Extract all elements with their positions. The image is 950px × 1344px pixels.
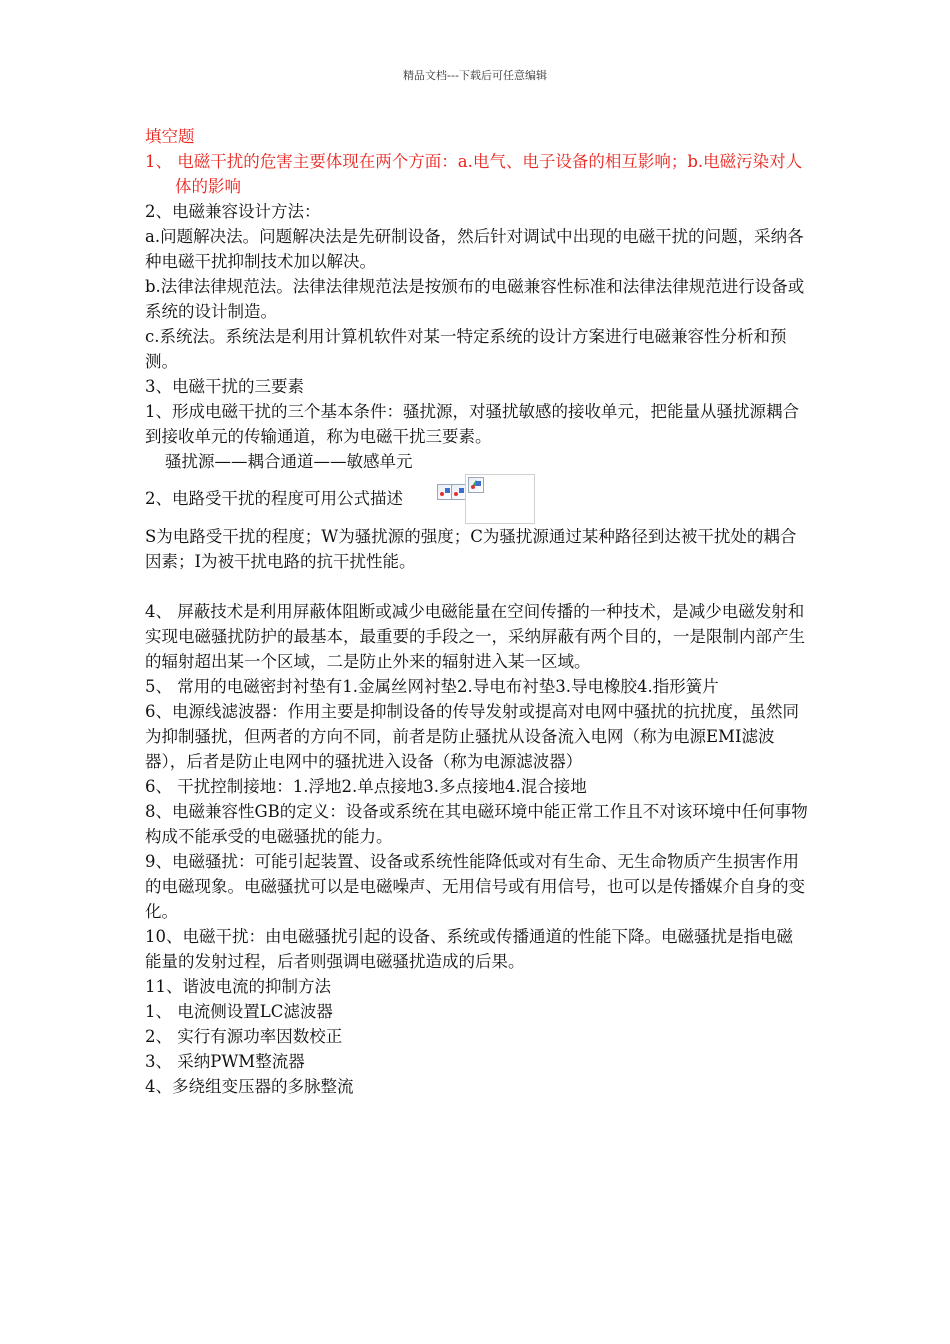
item-6: 6、电源线滤波器：作用主要是抑制设备的传导发射或提高对电网中骚扰的抗扰度，虽然同为抑制骚扰，但两者的方向不同，前者是防止骚扰从设备流入电网（称为电源EMI滤波器），后者是防止电网中的骚扰进入设备（称为电源滤波器） — [145, 702, 799, 771]
item-3-desc: S为电路受干扰的程度；W为骚扰源的强度；C为骚扰源通过某种路径到达被干扰处的耦合因素；I为被干扰电路的抗干扰性能。 — [145, 527, 797, 571]
item-11-1: 1、 电流侧设置LC滤波器 — [145, 1002, 333, 1021]
formula-frame — [465, 474, 535, 524]
spacer — [145, 574, 809, 599]
document-body — [145, 124, 809, 1099]
item-1: 1、 电磁干扰的危害主要体现在两个方面：a.电气、电子设备的相互影响；b.电磁污染对人体的影响 — [145, 152, 803, 196]
section-title: 填空题 — [145, 127, 195, 146]
item-8: 8、电磁兼容性GB的定义：设备或系统在其电磁环境中能正常工作且不对该环境中任何事物构成不能承受的电磁骚扰的能力。 — [145, 802, 808, 846]
item-11-4: 4、多绕组变压器的多脉整流 — [145, 1077, 354, 1096]
item-10: 10、电磁干扰：由电磁骚扰引起的设备、系统或传播通道的性能下降。电磁骚扰是指电磁能量的发射过程，后者则强调电磁骚扰造成的后果。 — [145, 927, 793, 971]
item-6b: 6、 干扰控制接地：1.浮地2.单点接地3.多点接地4.混合接地 — [145, 777, 587, 796]
item-5: 5、 常用的电磁密封衬垫有1.金属丝网衬垫2.导电布衬垫3.导电橡胶4.指形簧片 — [145, 677, 719, 696]
item-2: 2、电磁兼容设计方法： — [145, 202, 321, 221]
item-2a: a.问题解决法。问题解决法是先研制设备，然后针对调试中出现的电磁干扰的问题，采纳各种电磁干扰抑制技术加以解决。 — [145, 227, 804, 271]
item-3-1: 1、形成电磁干扰的三个基本条件：骚扰源，对骚扰敏感的接收单元，把能量从骚扰源耦合到接收单元的传输通道，称为电磁干扰三要素。 — [145, 402, 799, 446]
item-2b: b.法律法律规范法。法律法律规范法是按颁布的电磁兼容性标准和法律法律规范进行设备或系统的设计制造。 — [145, 277, 805, 321]
item-3-chain: 骚扰源——耦合通道——敏感单元 — [165, 452, 413, 471]
item-9: 9、电磁骚扰：可能引起装置、设备或系统性能降低或对有生命、无生命物质产生损害作用的电磁现象。电磁骚扰可以是电磁噪声、无用信号或有用信号，也可以是传播媒介自身的变化。 — [145, 852, 805, 921]
formula-line — [145, 474, 809, 524]
item-11: 11、谐波电流的抑制方法 — [145, 977, 331, 996]
formula-image — [437, 474, 539, 524]
item-11-2: 2、 实行有源功率因数校正 — [145, 1027, 343, 1046]
page-header: 精品文档---下载后可任意编辑 — [403, 69, 547, 82]
item-3-2: 2、电路受干扰的程度可用公式描述 — [145, 489, 403, 508]
item-11-3: 3、 采纳PWM整流器 — [145, 1052, 305, 1071]
item-2c: c.系统法。系统法是利用计算机软件对某一特定系统的设计方案进行电磁兼容性分析和预测。 — [145, 327, 787, 371]
item-4: 4、 屏蔽技术是利用屏蔽体阻断或减少电磁能量在空间传播的一种技术，是减少电磁发射和实现电磁骚扰防护的最基本，最重要的手段之一，采纳屏蔽有两个目的，一是限制内部产生的辐射超出某一个区域，二是防止外来的辐射进入某一区域。 — [145, 602, 805, 671]
item-3: 3、电磁干扰的三要素 — [145, 377, 304, 396]
image-placeholder-icon — [468, 477, 484, 493]
